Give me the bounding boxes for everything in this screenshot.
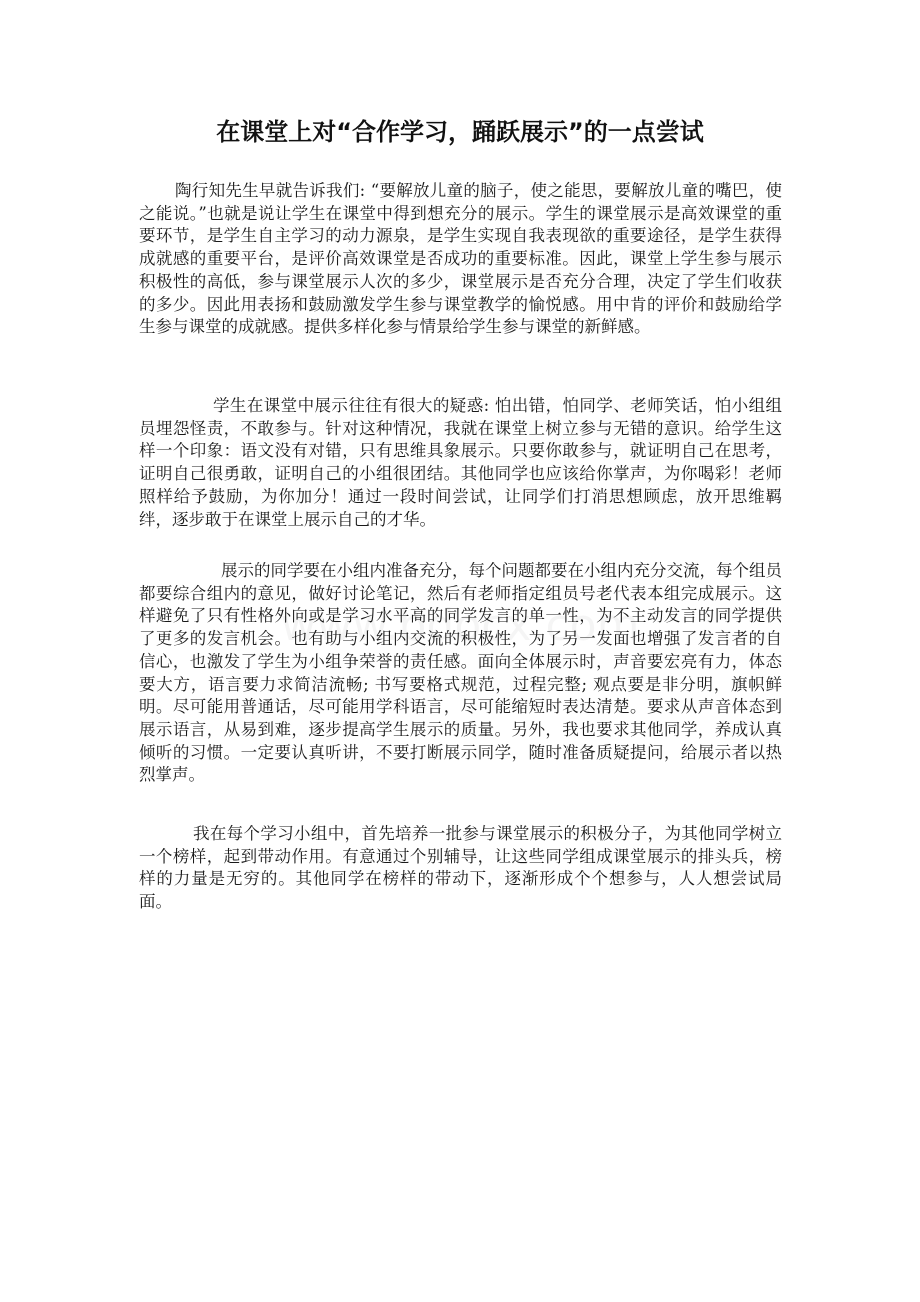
paragraph-3: 展示的同学要在小组内准备充分，每个问题都要在小组内充分交流，每个组员都要综合组内的意见，做好讨论笔记，然后有老师指定组员号老代表本组完成展示。这样避免了只有性格外向或是学习水平高的同学发言的单一性，为不主动发言的同学提供了更多的发言机会。也有助与小组内交流的积极性，为了另一发面也增强了发言者的自信心，也激发了学生为小组争荣誉的责任感。面向全体展示时，声音要宏亮有力，体态要大方，语言要力求简洁流畅; 书写要格式规范，过程完整; 观点要是非分明，旗帜鲜明。尽可能用普通话，尽可能用学科语言，尽可能缩短时表达清楚。要求从声音体态到展示语言，从易到难，逐步提高学生展示的质量。另外，我也要求其他同学，养成认真倾听的习惯。一定要认真听讲，不要打断展示同学，随时准备质疑提问，给展示者以热烈掌声。 (139, 561, 782, 785)
paragraph-1: 陶行知先生早就告诉我们: “要解放儿童的脑子，使之能思，要解放儿童的嘴巴，使之能说。”也就是说让学生在课堂中得到想充分的展示。学生的课堂展示是高效课堂的重要环节，是学生自主学习的动力源泉，是学生实现自我表现欲的重要途径，是学生获得成就感的重要平台，是评价高效课堂是否成功的重要标准。因此，课堂上学生参与展示积极性的高低，参与课堂展示人次的多少，课堂展示是否充分合理，决定了学生们收获的多少。因此用表扬和鼓励激发学生参与课堂教学的愉悦感。用中肯的评价和鼓励给学生参与课堂的成就感。提供多样化参与情景给学生参与课堂的新鲜感。 (139, 181, 782, 337)
paragraph-4: 我在每个学习小组中，首先培养一批参与课堂展示的积极分子，为其他同学树立一个榜样，起到带动作用。有意通过个别辅导，让这些同学组成课堂展示的排头兵，榜样的力量是无穷的。其他同学在榜样的带动下，逐渐形成个个想参与，人人想尝试局面。 (139, 824, 782, 912)
paragraph-2: 学生在课堂中展示往往有很大的疑惑: 怕出错，怕同学、老师笑话，怕小组组员埋怨怪责，不敢参与。针对这种情况，我就在课堂上树立参与无错的意识。给学生这样一个印象：语文没有对错，只有思维具象展示。只要你敢参与，就证明自己在思考，证明自己很勇敢，证明自己的小组很团结。其他同学也应该给你掌声，为你喝彩！老师照样给予鼓励，为你加分！通过一段时间尝试，让同学们打消思想顾虑，放开思维羁绊，逐步敢于在课堂上展示自己的才华。 (139, 396, 782, 529)
document-title: 在课堂上对“合作学习，踊跃展示”的一点尝试 (216, 118, 704, 146)
